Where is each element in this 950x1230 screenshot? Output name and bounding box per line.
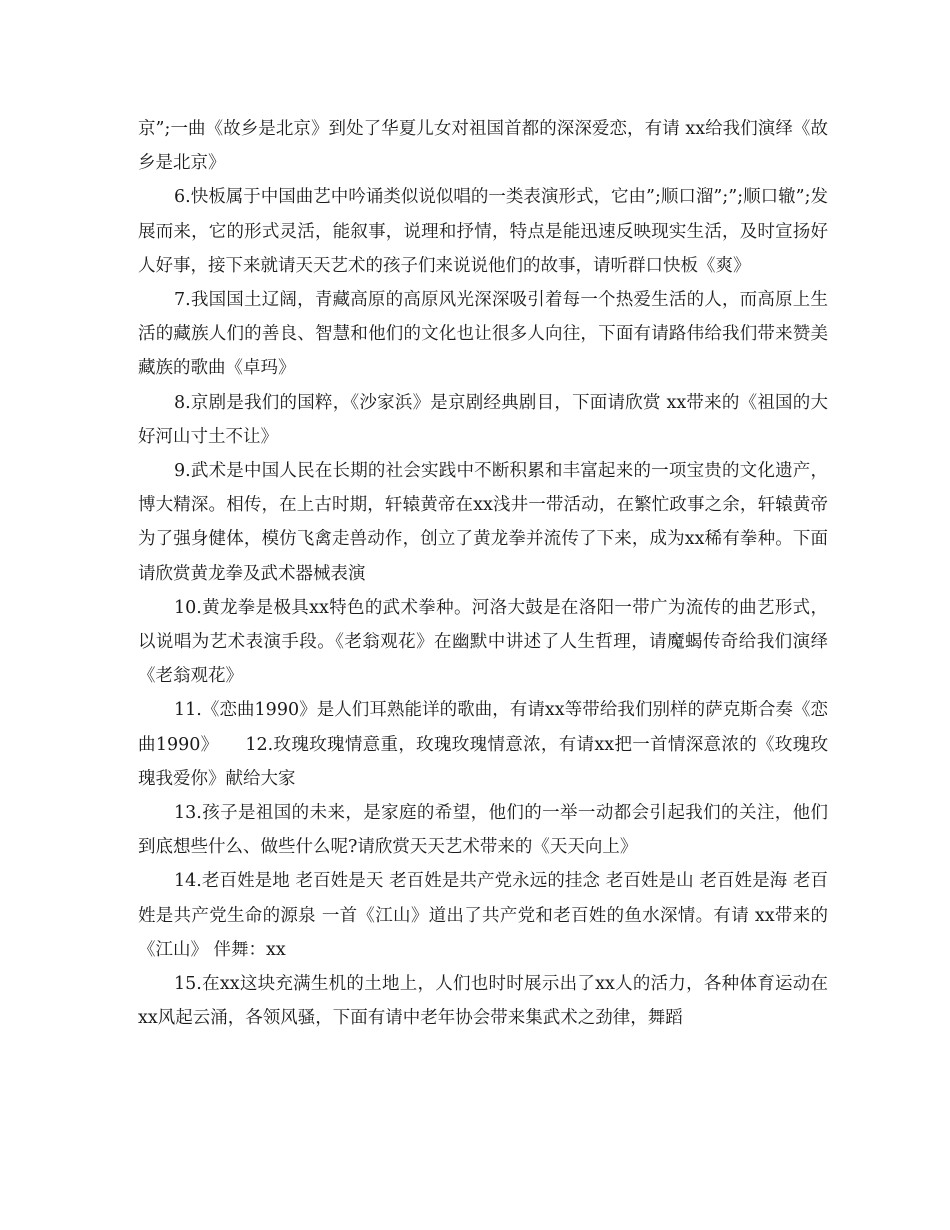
paragraph: 11.《恋曲1990》是人们耳熟能详的歌曲，有请xx等带给我们别样的萨克斯合奏《恋曲1990》 12.玫瑰玫瑰情意重，玫瑰玫瑰情意浓，有请xx把一首情深意浓的《玫瑰玫瑰我爱你》献给大家: [138, 700, 828, 789]
paragraph: 13.孩子是祖国的未来，是家庭的希望，他们的一举一动都会引起我们的关注，他们到底想些什么、做些什么呢?请欣赏天天艺术带来的《天天向上》: [138, 803, 828, 858]
document-body: [138, 112, 828, 1035]
paragraph: 6.快板属于中国曲艺中吟诵类似说似唱的一类表演形式，它由”;顺口溜”;”;顺口辙”;发展而来，它的形式灵活，能叙事，说理和抒情，特点是能迅速反映现实生活，及时宣扬好人好事，接下来就请天天艺术的孩子们来说说他们的故事，请听群口快板《爽》: [138, 187, 828, 276]
paragraph: 7.我国国土辽阔，青藏高原的高原风光深深吸引着每一个热爱生活的人，而高原上生活的藏族人们的善良、智慧和他们的文化也让很多人向往，下面有请路伟给我们带来赞美藏族的歌曲《卓玛》: [138, 290, 828, 379]
paragraph: 京”;一曲《故乡是北京》到处了华夏儿女对祖国首都的深深爱恋，有请 xx给我们演绎《故乡是北京》: [138, 119, 828, 174]
paragraph: 10.黄龙拳是极具xx特色的武术拳种。河洛大鼓是在洛阳一带广为流传的曲艺形式，以说唱为艺术表演手段。《老翁观花》在幽默中讲述了人生哲理，请魔蝎传奇给我们演绎《老翁观花》: [138, 597, 828, 687]
paragraph: 9.武术是中国人民在长期的社会实践中不断积累和丰富起来的一项宝贵的文化遗产，博大精深。相传，在上古时期，轩辕黄帝在xx浅井一带活动，在繁忙政事之余，轩辕黄帝为了强身健体，模仿飞禽走兽动作，创立了黄龙拳并流传了下来，成为xx稀有拳种。下面请欣赏黄龙拳及武术器械表演: [138, 461, 828, 584]
paragraph: 14.老百姓是地 老百姓是天 老百姓是共产党永远的挂念 老百姓是山 老百姓是海 老百姓是共产党生命的源泉 一首《江山》道出了共产党和老百姓的鱼水深情。有请 xx带来的《江山》 伴舞：xx: [138, 871, 828, 960]
paragraph: 8.京剧是我们的国粹，《沙家浜》是京剧经典剧目，下面请欣赏 xx带来的《祖国的大好河山寸土不让》: [138, 392, 828, 447]
paragraph: 15.在xx这块充满生机的土地上，人们也时时展示出了xx人的活力，各种体育运动在xx风起云涌，各领风骚，下面有请中老年协会带来集武术之劲律，舞蹈: [138, 974, 828, 1029]
